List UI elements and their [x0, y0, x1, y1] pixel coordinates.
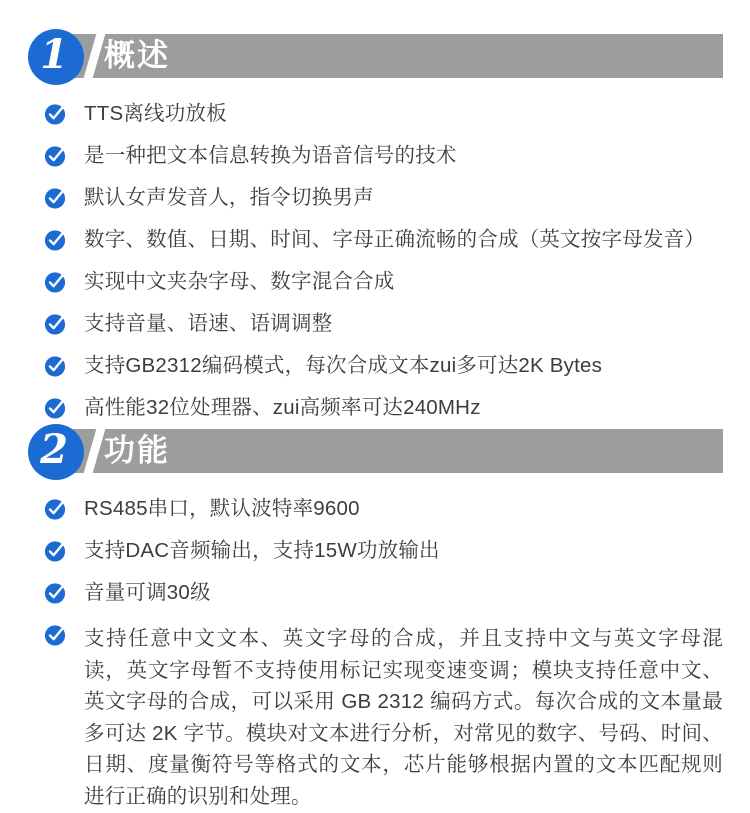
list-item-text: 默认女声发音人，指令切换男声: [84, 186, 374, 209]
list-item: [44, 497, 723, 521]
check-circle-icon: [44, 355, 66, 377]
overview-feature-list: [0, 85, 750, 420]
list-item-paragraph: [44, 623, 723, 812]
list-item-text: 是一种把文本信息转换为语音信号的技术: [84, 144, 457, 167]
list-item: [44, 102, 723, 126]
check-circle-icon: [44, 229, 66, 251]
list-item: [44, 228, 723, 252]
check-circle-icon: [44, 540, 66, 562]
check-circle-icon: [44, 145, 66, 167]
features-feature-list: [0, 480, 750, 812]
section-overview: [0, 29, 750, 420]
check-circle-icon: [44, 498, 66, 520]
list-item-text: 实现中文夹杂字母、数字混合合成: [84, 270, 395, 293]
list-item: [44, 396, 723, 420]
list-item: [44, 312, 723, 336]
section-number-badge: [28, 29, 84, 85]
list-item: [44, 354, 723, 378]
check-circle-icon: [44, 187, 66, 209]
list-item-text: 支持GB2312编码模式，每次合成文本zui多可达2K Bytes: [84, 354, 603, 377]
check-circle-icon: [44, 582, 66, 604]
list-item-text: 数字、数值、日期、时间、字母正确流畅的合成（英文按字母发音）: [84, 228, 705, 251]
list-item-text: 音量可调30级: [84, 581, 211, 604]
section-header-features: [0, 424, 750, 480]
section-features: [0, 424, 750, 812]
section-number: 2: [40, 426, 68, 473]
list-item-text: 支持DAC音频输出，支持15W功放输出: [84, 539, 440, 562]
list-item-text: 支持音量、语速、语调调整: [84, 312, 333, 335]
section-number: 1: [40, 31, 68, 78]
check-circle-icon: [44, 397, 66, 419]
section-title: 概述: [104, 38, 170, 73]
check-circle-icon: [44, 313, 66, 335]
list-item: [44, 144, 723, 168]
section-title: 功能: [104, 433, 170, 468]
list-item: [44, 270, 723, 294]
section-number-badge: [28, 424, 84, 480]
list-item-text: 高性能32位处理器、zui高频率可达240MHz: [84, 396, 481, 419]
check-circle-icon: [44, 624, 66, 646]
list-item: [44, 186, 723, 210]
list-item: [44, 539, 723, 563]
list-item-text: 支持任意中文文本、英文字母的合成，并且支持中文与英文字母混读，英文字母暂不支持使用标记实现变速变调；模块支持任意中文、英文字母的合成，可以采用 GB 2312 编码方式。每次合成的文本量最多可达 2K 字节。模块对文本进行分析，对常见的数字、号码、时间、日期、度量衡符号等格式的文本，芯片能够根据内置的文本匹配规则进行正确的识别和处理。: [84, 627, 723, 808]
list-item-text: RS485串口，默认波特率9600: [84, 497, 360, 520]
section-header-overview: [0, 29, 750, 85]
list-item-text: TTS离线功放板: [84, 102, 227, 125]
check-circle-icon: [44, 271, 66, 293]
check-circle-icon: [44, 103, 66, 125]
list-item: [44, 581, 723, 605]
